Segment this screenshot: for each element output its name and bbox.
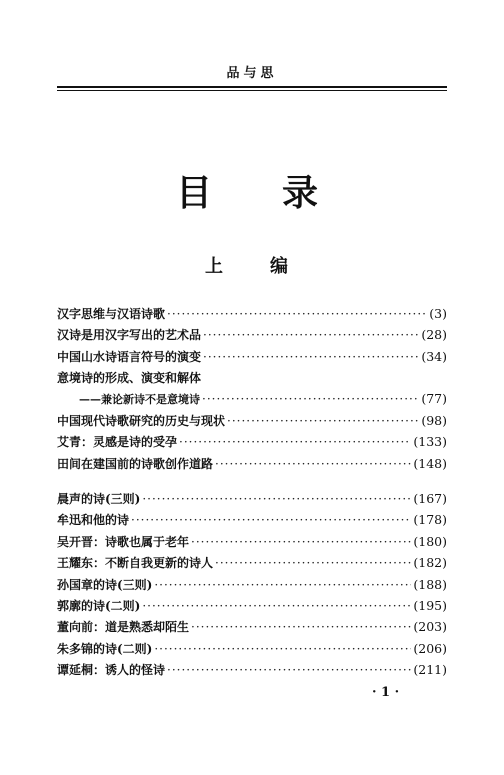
toc-entry-title: 意境诗的形成、演变和解体 [57,371,202,386]
title-char-1: 目 [176,173,213,214]
toc-entry [57,661,447,682]
toc-entry [57,348,447,369]
toc-leader [142,492,411,506]
toc-leader [227,414,419,428]
toc-entry-title: 中国山水诗语言符号的演变 [57,349,202,364]
toc-leader [167,307,427,321]
toc-entry-title: 孙国章的诗(三则) [57,577,153,592]
header-rule-thin [57,90,447,91]
toc-entry [57,511,447,532]
toc-leader [154,642,411,656]
toc-group-2 [57,490,447,683]
toc-entry-title: 朱多锦的诗(二则) [57,641,153,656]
toc-entry-page: (195) [413,597,447,613]
toc-leader [215,457,411,471]
toc-entry-page: (34) [421,348,447,364]
toc-leader [215,556,411,570]
toc-entry [57,640,447,661]
toc-entry-title: 董向前：道是熟悉却陌生 [57,620,190,635]
toc-leader [179,435,411,449]
toc-leader [203,350,419,364]
toc-entry-title: 牟迅和他的诗 [57,513,130,528]
toc-entry [57,618,447,639]
page-number: · 1 · [372,685,400,700]
toc-entry [57,305,447,326]
toc-entry [57,533,447,554]
toc-entry-subtitle [57,391,447,412]
toc-entry-title: 艾青：灵感是诗的受孕 [57,435,178,450]
toc-leader [142,599,411,613]
section-char-2: 编 [270,256,288,277]
toc-entry-page: (133) [413,434,447,450]
toc-entry [57,554,447,575]
toc-entry-page: (180) [413,533,447,549]
toc-entry-title: 田间在建国前的诗歌创作道路 [57,456,214,471]
toc-leader [203,328,419,342]
toc-entry-title: 汉字思维与汉语诗歌 [57,307,166,321]
title-char-2: 录 [282,173,319,214]
toc-entry [57,326,447,347]
toc-entry [57,455,447,476]
toc-entry-title: 王耀东：不断自我更新的诗人 [57,556,214,571]
toc-entry-page: (203) [413,619,447,635]
toc-entry-title: 中国现代诗歌研究的历史与现状 [57,413,226,428]
section-char-1: 上 [205,256,223,277]
toc-entry [57,412,447,433]
toc-entry-title: 汉诗是用汉字写出的艺术品 [57,328,202,343]
toc-entry [57,597,447,618]
toc-entry-page: (28) [421,327,447,343]
toc-leader [131,513,411,527]
toc-entry-page: (3) [429,306,447,321]
toc-entry-page: (182) [413,555,447,571]
toc-entry-page: (167) [413,491,447,506]
toc-entry [57,369,447,390]
toc-entry-page: (211) [413,662,447,678]
toc-entry-title: ——兼论新诗不是意境诗 [79,392,200,406]
toc-entry [57,433,447,454]
toc-entry-page: (188) [413,576,447,592]
toc-leader [191,535,411,549]
toc-group-1 [57,305,447,476]
toc-entry-page: (77) [421,390,447,406]
toc-leader [167,663,411,677]
toc-entry [57,490,447,511]
toc-entry-page: (206) [413,640,447,656]
toc-entry-title: 郭廓的诗(二则) [57,598,141,613]
toc-entry-title: 谭延桐：诱人的怪诗 [57,663,166,678]
toc-entry [57,576,447,597]
toc-entry-title: 晨声的诗(三则) [57,492,141,506]
toc-entry-page: (98) [421,412,447,428]
toc-leader [191,620,411,634]
toc-entry-page: (148) [413,455,447,471]
toc-entry-page: (178) [413,512,447,528]
toc-leader [202,392,419,406]
running-head: 品与思 [226,66,278,81]
toc-leader [154,578,411,592]
toc-entry-title: 吴开晋：诗歌也属于老年 [57,534,190,549]
header-rule-thick [57,86,447,88]
